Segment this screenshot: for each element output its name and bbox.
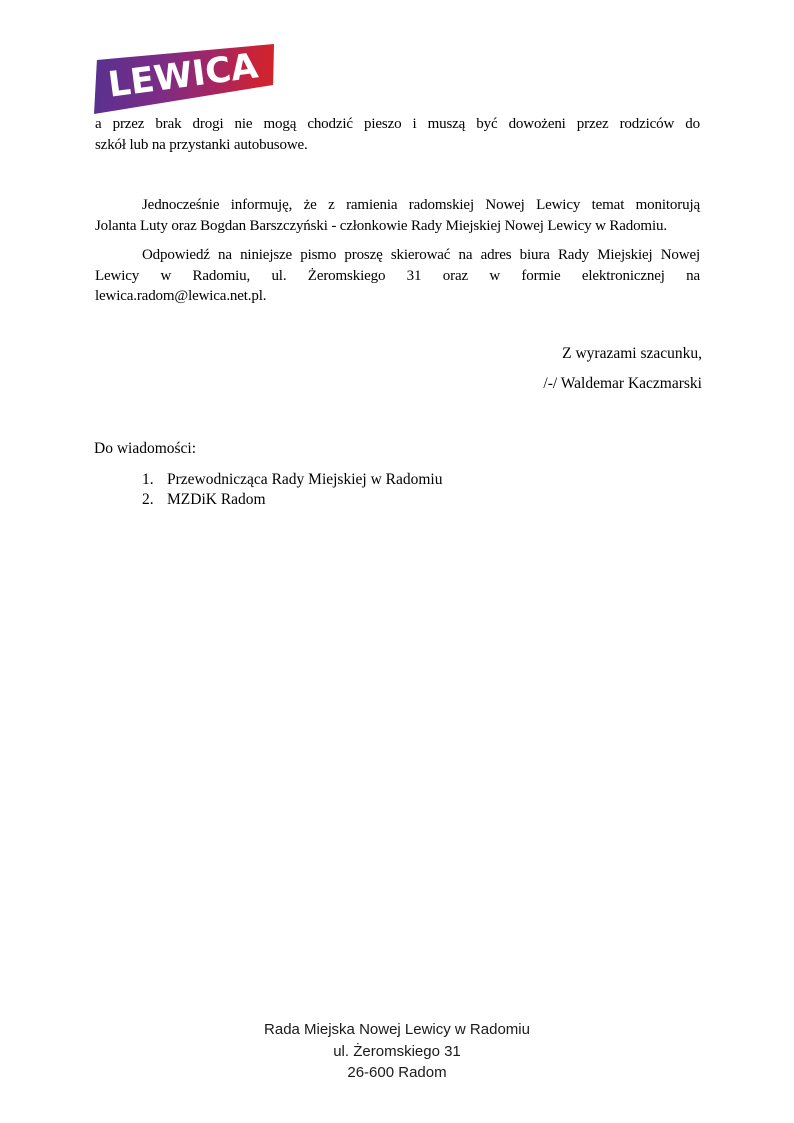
cc-item-text: Przewodnicząca Rady Miejskiej w Radomiu [167,471,443,488]
footer-organization: Rada Miejska Nowej Lewicy w Radomiu [264,1021,530,1038]
body-paragraph-1 [95,114,700,155]
body-paragraph-2 [95,195,700,236]
cc-item-number: 2. [142,491,154,508]
body-paragraph-3 [95,245,700,307]
logo-wordmark: LEWICA [105,45,261,106]
paragraph-line: Jolanta Luty oraz Bogdan Barszczyński - członkowie Rady Miejskiej Nowej Lewicy w Radomiu. [95,217,667,234]
paragraph-line: Lewicy w Radomiu, ul. Żeromskiego 31 oraz w formie elektronicznej na [95,267,700,284]
lewica-logo [92,44,274,115]
cc-list [142,470,442,510]
cc-item-text: MZDiK Radom [167,491,266,508]
cc-heading: Do wiadomości: [94,440,197,457]
cc-item [142,490,442,510]
paragraph-line: lewica.radom@lewica.net.pl. [95,288,267,304]
cc-item [142,470,442,490]
paragraph-line: Odpowiedź na niniejsze pismo proszę skierować na adres biura Rady Miejskiej Nowej [142,247,700,263]
footer-address-block [0,1019,794,1084]
paragraph-line: Jednocześnie informuję, że z ramienia radomskiej Nowej Lewicy temat monitorują [142,197,700,213]
footer-city: 26-600 Radom [347,1064,447,1081]
paragraph-line: a przez brak drogi nie mogą chodzić pieszo i muszą być dowożeni przez rodziców do [95,116,700,132]
paragraph-line: szkół lub na przystanki autobusowe. [95,136,308,153]
signature-name: /-/ Waldemar Kaczmarski [543,375,702,392]
footer-street: ul. Żeromskiego 31 [333,1042,461,1060]
cc-item-number: 1. [142,471,154,488]
closing-salutation: Z wyrazami szacunku, [562,345,702,362]
